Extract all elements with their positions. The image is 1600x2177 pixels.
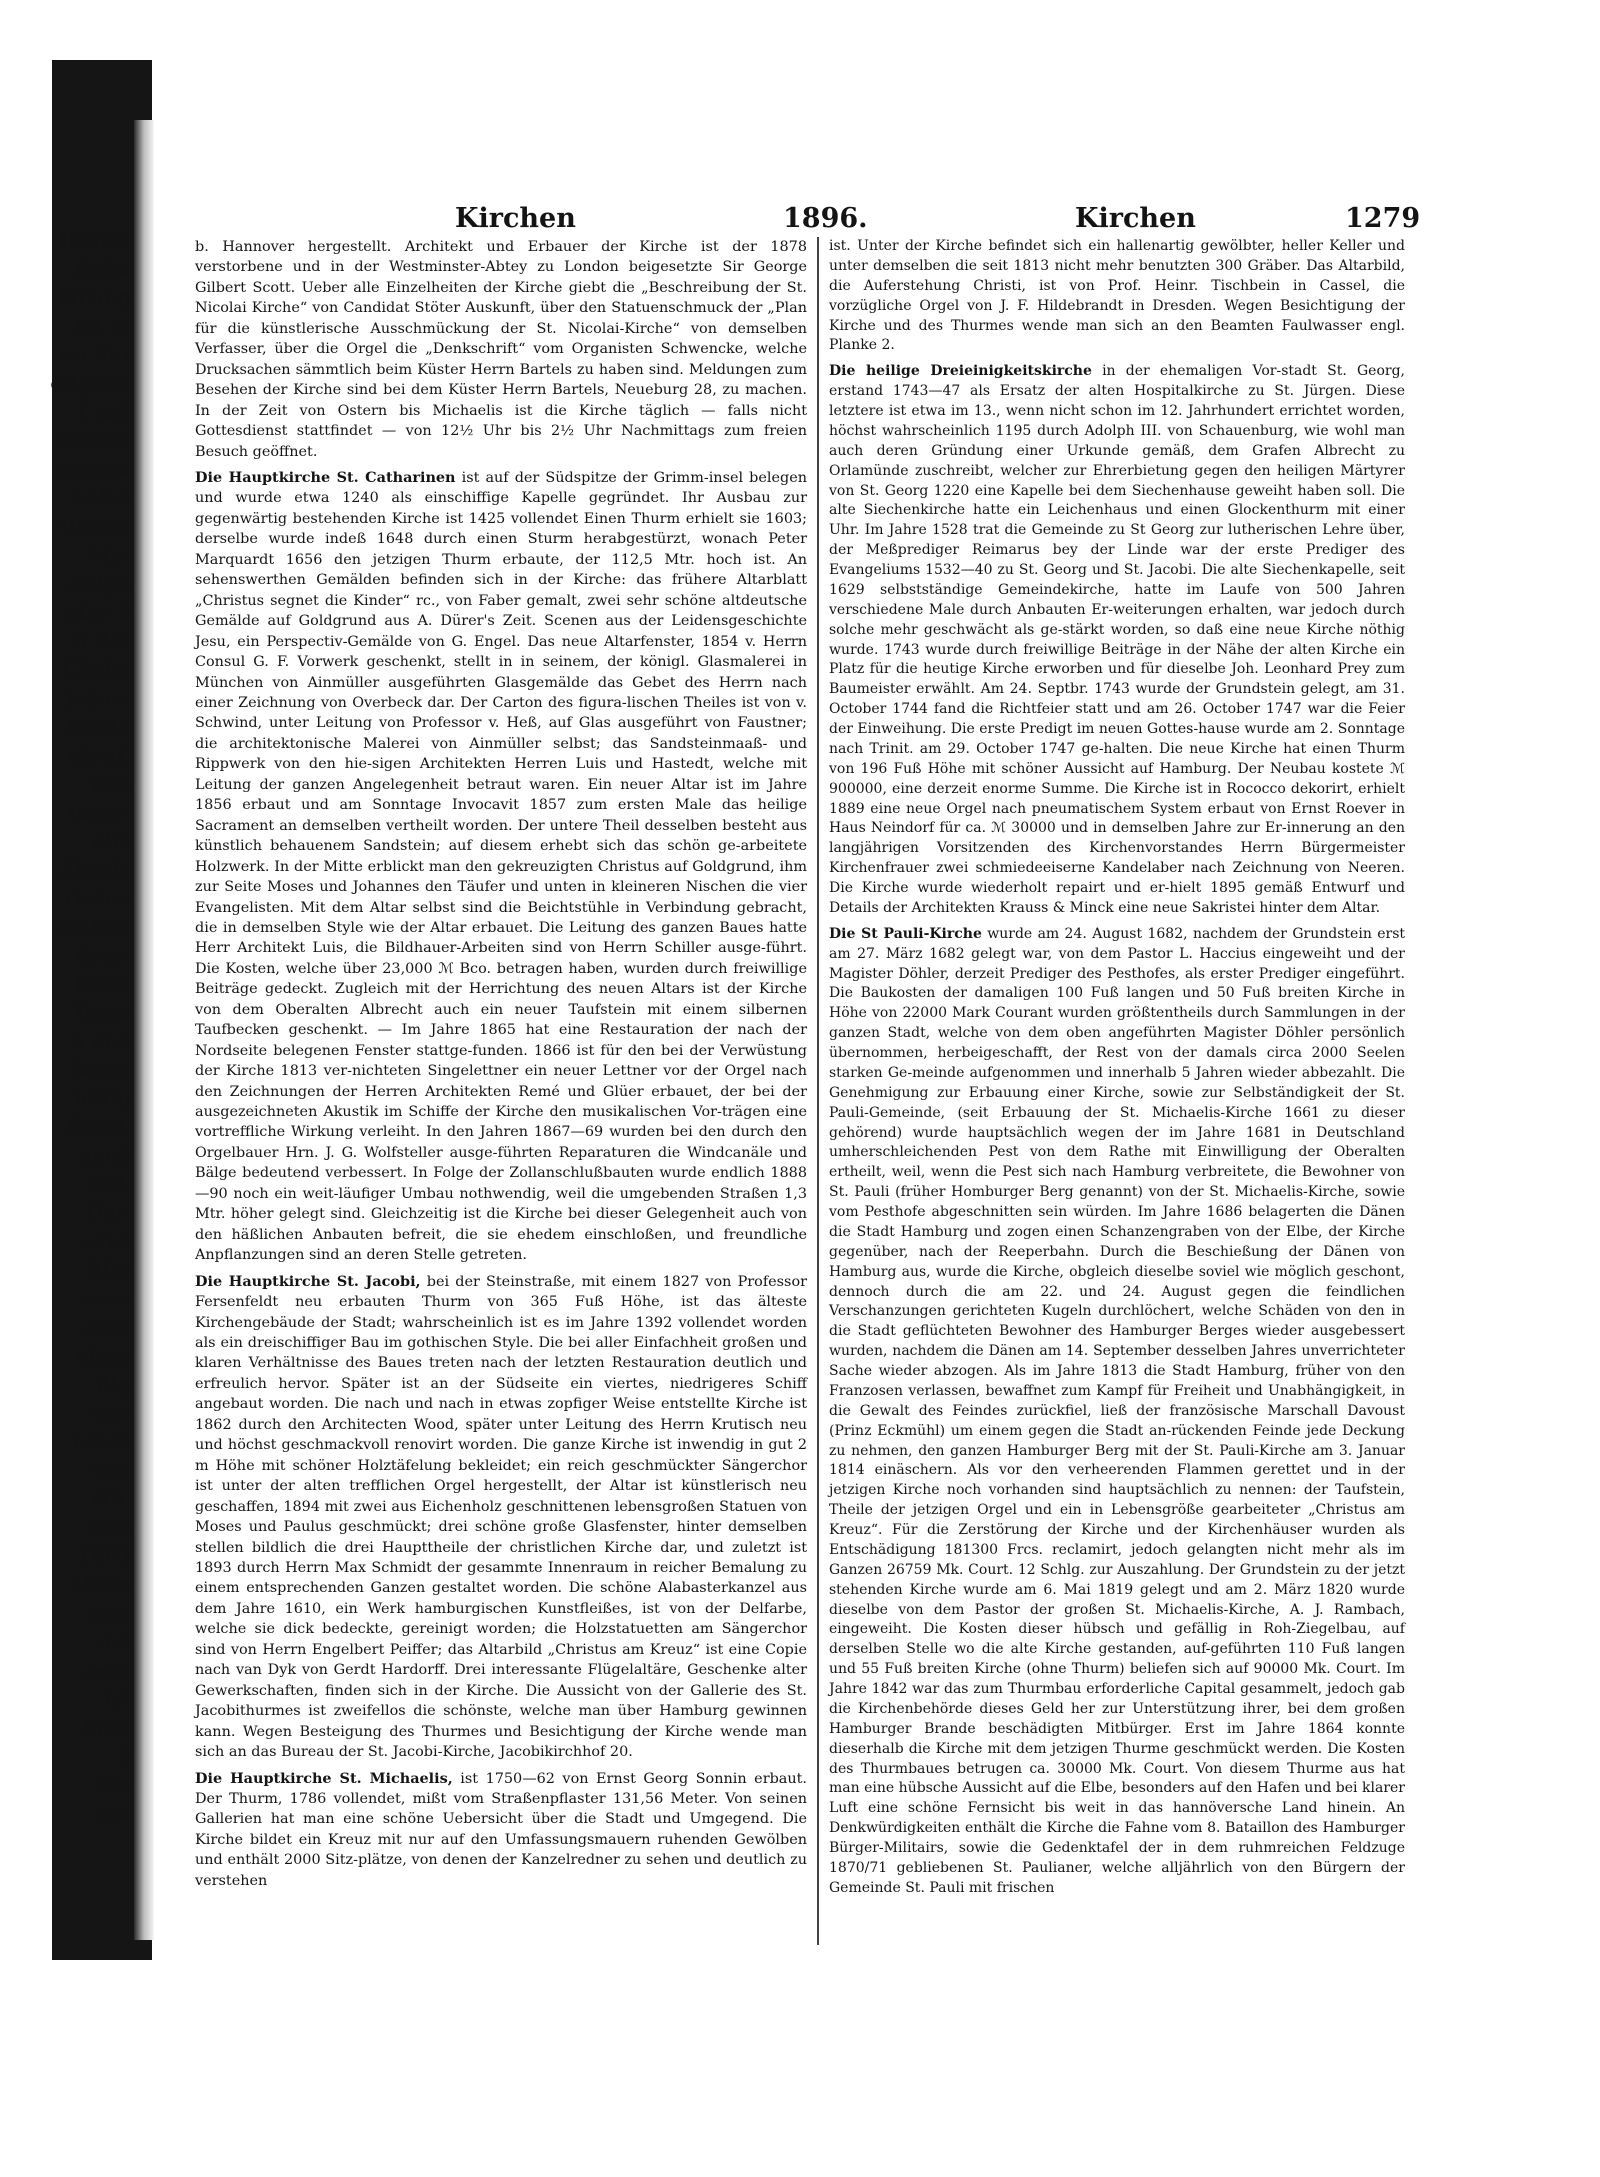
margin-fragment: ilhelm	[60, 513, 132, 538]
margin-fragment: ohe	[91, 828, 132, 853]
header-year: 1896.	[783, 203, 868, 234]
paragraph	[829, 237, 1405, 356]
margin-fragment: eine	[84, 1314, 132, 1339]
margin-fragment: h der	[73, 628, 132, 653]
paragraph-text: bei der Steinstraße, mit einem 1827 von Professor Fersenfeldt neu erbauten Thurm von 365 Fuß Höhe, ist das älteste Kirchengebäude der Stadt; wahrscheinlich ist es im Jahre 1392 vollendet worden als ein dreischiffiger Bau im gothischen Style. Die bei aller Einfachheit großen und klaren Verhältnisse des Baues treten nach der letzten Restauration deutlich und erfreulich hervor. Später ist an der Südseite ein viertes, niedrigeres Schiff angebaut worden. Die nach und nach in etwas zopfiger Weise entstellte Kirche ist 1862 durch den Architecten Wood, später unter Leitung des Herrn Krutisch neu und höchst geschmackvoll renovirt worden. Die ganze Kirche ist inwendig in gut 2 m Höhe mit schöner Holztäfelung bekleidet; ein reich geschmückter Sängerchor ist unter der alten trefflichen Orgel hergestellt, der Altar ist künstlerisch neu geschaffen, 1894 mit zwei aus Eichenholz geschnittenen lebensgroßen Statuen von Moses und Paulus geschmückt; drei schöne große Glasfenster, hinter demselben stellen bildlich die drei Haupttheile der christlichen Kirche dar, und zuletzt ist 1893 durch Herrn Max Schmidt der gesammte Innenraum in reicher Bemalung zu einem entsprechenden Ganzen gestaltet worden. Die schöne Alabasterkanzel aus dem Jahre 1610, ein Werk hamburgischen Kunstfleißes, ist von der Delfarbe, welche sie dick bedeckte, gereinigt worden; die Holzstatuetten am Sängerchor sind von Herrn Engelbert Peiffer; das Altarbild „Christus am Kreuz“ ist eine Copie nach van Dyk von Gerdt Hardorff. Drei interessante Flügelaltäre, Geschenke alter Gewerkschaften, finden sich in der Kirche. Die Aussicht von der Gallerie des St. Jacobithurmes ist zweifellos die schönste, welche man über Hamburg gewinnen kann. Wegen Besteigung des Thurmes und Besichtigung der Kirche wende man sich an das Bureau der St. Jacobi-Kirche, Jacobikirchhof 20.	[195, 1273, 807, 1761]
paragraph-heading: Die Hauptkirche St. Michaelis,	[195, 1769, 453, 1787]
paragraph-text: in der ehemaligen Vor-stadt St. Georg, erstand 1743—47 als Ersatz der alten Hospitalkirche zu St. Jürgen. Diese letztere ist etwa im 13., wenn nicht schon im 12. Jahrhundert errichtet worden, höchst wahrscheinlich 1195 durch Adolph III. von Schauenburg, wie wohl man auch deren Gründung einer Urkunde gemäß, dem Grafen Albrecht zu Orlamünde zuschreibt, welcher zur Ehrerbietung gegen den heiligen Märtyrer von St. Georg 1220 eine Kapelle bei dem Siechenhause geweiht haben soll. Die alte Siechenkirche hatte ein Leichenhaus und einen Glockenthurm mit einer Uhr. Im Jahre 1528 trat die Gemeinde zu St Georg zur lutherischen Lehre über, der Meßprediger Reimarus bey der Linde war der erste Prediger des Evangeliums 1532—40 zu St. Georg und St. Jacobi. Die alte Siechenkapelle, seit 1629 selbstständige Gemeindekirche, hatte im Laufe von 500 Jahren verschiedene Male durch Anbauten Er-weiterungen erhalten, war jedoch durch solche mehr geschwächt als ge-stärkt worden, so daß eine neue Kirche nöthig wurde. 1743 wurde durch freiwillige Beiträge in der Nähe der alten Kirche ein Platz für die heutige Kirche erworben und für dieselbe Joh. Leonhard Prey zum Baumeister erwählt. Am 24. Septbr. 1743 wurde der Grundstein gelegt, am 31. October 1744 fand die Richtfeier statt und am 26. October 1747 war die Feier der Einweihung. Die erste Predigt im neuen Gottes-hause wurde am 2. Sonntage nach Trinit. am 29. October 1747 ge-halten. Die neue Kirche hat einen Thurm von 196 Fuß Höhe mit schöner Aussicht auf Hamburg. Der Neubau kostete ℳ 900000, eine derzeit enorme Summe. Die Kirche ist in Rococco dekorirt, erhielt 1889 eine neue Orgel nach pneumatischem System erbaut von Ernst Roever in Haus Neindorf für ca. ℳ 30000 und in demselben Jahre zur Er-innerung an den langjährigen Vorsitzenden des Kirchenvorstandes Herrn Bürgermeister Kirchenfrauer zwei schmiedeeiserne Kandelaber nach Zeichnung von Neeren. Die Kirche wurde wiederholt repairt und er-hielt 1895 gemäß Entwurf und Details der Architekten Krauss & Minck eine neue Sakristei hinter dem Altar.	[829, 363, 1405, 916]
margin-fragment: dig	[96, 1371, 132, 1396]
header-left-title: Kirchen	[455, 203, 576, 234]
margin-fragment: nter 2	[64, 599, 132, 624]
margin-fragment: ligen	[75, 1000, 132, 1025]
margin-fragment: dem-	[75, 942, 132, 967]
margin-fragment: ödgane	[50, 370, 132, 395]
margin-fragment: Christ	[62, 656, 132, 681]
margin-fragment: auf-	[88, 1171, 132, 1196]
margin-fragment: lärung	[57, 285, 132, 310]
paragraph	[195, 1769, 807, 1892]
paragraph-text: ist. Unter der Kirche befindet sich ein hallenartig gewölbter, heller Keller und unter demselben die seit 1813 nicht mehr benutzten 300 Gräber. Das Altarbild, die Auferstehung Christi, ist von Prof. Heinr. Tischbein in Cassel, die vorzügliche Orgel von J. F. Hildebrandt in Dresden. Wegen Besichtigung der Kirche und des Thurmes wende man sich an den Beamten Faulwasser engl. Planke 2.	[829, 238, 1405, 354]
margin-fragment: ieder	[74, 971, 132, 996]
margin-fragment: von	[92, 1629, 132, 1654]
margin-fragment: von	[92, 1457, 132, 1482]
margin-fragment: und	[88, 1514, 132, 1539]
paragraph-text: ist auf der Südspitze der Grimm-insel belegen und wurde etwa 1240 als einschiffige Kapelle gegründet. Ihr Ausbau zur gegenwärtig bestehenden Kirche ist 1425 vollendet Einen Thurm erhielt sie 1603; derselbe wurde indeß 1648 durch einen Sturm herabgestürzt, wonach Peter Marquardt 1656 den jetzigen Thurm erbaute, der 112,5 Mtr. hoch ist. An sehenswerthen Gemälden befinden sich in der Kirche: das frühere Altarblatt „Christus segnet die Kinder“ rc., von Faber gemalt, zwei sehr schöne altdeutsche Gemälde auf Goldgrund aus A. Dürer's Zeit. Scenen aus der Leidensgeschichte Jesu, ein Perspectiv-Gemälde von G. Engel. Das neue Altarfenster, 1854 v. Herrn Consul G. F. Vorwerk geschenkt, stellt in in seinem, der königl. Glasmalerei in München von Ainmüller ausgeführten Glasgemälde das Gebet des Herrn nach einer Zeichnung von Overbeck dar. Der Carton des figura-lischen Theiles ist von v. Schwind, unter Leitung von Professor v. Heß, auf Glas ausgeführt von Faustner; die architektonische Malerei von Ainmüller selbst; das Sandsteinmaaß- und Rippwerk von den hie-sigen Architekten Herren Luis und Hastedt, welche mit Leitung der ganzen Angelegenheit betraut waren. Ein neuer Altar ist im Jahre 1856 erbaut und am Sonntage Invocavit 1857 zum ersten Male das heilige Sacrament an demselben vertheilt worden. Der untere Theil desselben besteht aus künstlich behauenem Sandstein; auf diesem erhebt sich das schön ge-arbeitete Holzwerk. In der Mitte erblickt man den gekreuzigten Christus auf Goldgrund, ihm zur Seite Moses und Johannes den Täufer und unten in kleineren Nischen die vier Evangelisten. Mit dem Altar selbst sind die Beichtstühle in Verbindung gebracht, die in demselben Style wie der Altar erbauet. Die Leitung des ganzen Baues hatte Herr Architekt Luis, die Bildhauer-Arbeiten sind von Herrn Schiller ausge-führt. Die Kosten, welche über 23,000 ℳ Bco. betragen haben, wurden durch freiwillige Beiträge gedeckt. Zugleich mit der Herrichtung des neuen Altars ist der Kirche von dem Oberalten Albrecht auch ein neuer Taufstein mit einem silbernen Taufbecken geschenkt. — Im Jahre 1865 hat eine Restauration der nach der Nordseite belegenen Fenster stattge-funden. 1866 ist für den bei der Verwüstung der Kirche 1813 ver-nichteten Singelettner ein neuer Lettner vor der Orgel nach den Zeichnungen der Herren Architekten Remé und Glüer erbauet, der bei der ausgezeichneten Akustik im Schiffe der Kirche den musikalischen Vor-trägen eine vortreffliche Wirkung verleiht. In den Jahren 1867—69 wurden bei den durch den Orgelbauer Hrn. J. G. Wolfsteller ausge-führten Reparaturen die Windcanäle und Bälge bedeutend verbessert. In Folge der Zollanschlußbauten wurde endlich 1888—90 noch ein weit-läufiger Umbau nothwendig, weil die umgebenden Straßen 1,3 Mtr. höher gelegt sind. Gleichzeitig ist die Kirche bei dieser Gelegenheit auch von den häßlichen Anbauten befreit, die sie ehedem einschloßen, und freundliche Anpflanzungen sind an deren Stelle getreten.	[195, 469, 807, 1264]
margin-fragment: 1603	[76, 1543, 132, 1568]
paragraph	[195, 468, 807, 1266]
margin-fragment: nunten	[51, 456, 132, 481]
paragraph-text: wurde am 24. August 1682, nachdem der Grundstein erst am 27. März 1682 gelegt war, von dem Pastor L. Haccius eingeweiht und der Magister Döhler, derzeit Prediger des Pesthofes, als erster Prediger eingeführt. Die Baukosten der damaligen 100 Fuß langen und 50 Fuß breiten Kirche in Höhe von 22000 Mark Courant wurden größtentheils durch Sammlungen in der ganzen Stadt, welche von dem oben angeführten Magister Döhler persönlich übernommen, herbeigeschafft, der Rest von der damals circa 2000 Seelen starken Ge-meinde aufgenommen und innerhalb 5 Jahren wieder abbezahlt. Die Genehmigung zur Erbauung einer Kirche, sowie zur Selbständigkeit der St. Pauli-Gemeinde, (seit Erbauung der St. Michaelis-Kirche 1661 zu dieser gehörend) wurde hauptsächlich wegen der im Jahre 1681 in Deutschland umherschleichenden Pest von dem Rathe mit Einwilligung der Oberalten ertheilt, weil, wenn die Pest sich nach Hamburg verbreitete, die Bewohner von St. Pauli (früher Homburger Berg genannt) von der St. Michaelis-Kirche, sowie vom Pesthofe abgeschnitten sein würden. Im Jahre 1686 belagerten die Dänen die Stadt Hamburg und zogen einen Schanzengraben von der Elbe, der Kirche gegenüber, nach der Reeperbahn. Durch die Beschießung der Dänen von Hamburg aus, wurde die Kirche, obgleich dieselbe soviel wie möglich geschont, dennoch durch die am 22. und 24. August gegen die feindlichen Verschanzungen gerichteten Kugeln durchlöchert, welche Schäden von den in die Stadt geflüchteten Bewohner des Hamburger Berges wieder ausgebessert wurden, nachdem die Dänen am 14. September desselben Jahres unverrichteter Sache wieder abzogen. Als im Jahre 1813 die Stadt Hamburg, früher von den Franzosen verlassen, bewaffnet zum Kampf für Freiheit und Unabhängigkeit, in die Gewalt des Feindes zurückfiel, ließ der französische Marschall Davoust (Prinz Eckmühl) um einem gegen die Stadt an-rückenden Feinde jede Deckung zu nehmen, den ganzen Hamburger Berg mit der St. Pauli-Kirche am 3. Januar 1814 einäschern. Als vor den verheerenden Flammen gerettet und in der jetzigen Kirche noch vorhanden sind hauptsächlich zu nennen: der Taufstein, Theile der jetzigen Orgel und ein in Lebensgröße gearbeiteter „Christus am Kreuz“. Für die Zerstörung der Kirche und der Kirchenhäuser wurden als Entschädigung 181300 Frcs. reclamirt, jedoch gelangten nicht mehr als im Ganzen 26759 Mk. Court. 12 Schlg. zur Auszahlung. Der Grundstein zu der jetzt stehenden Kirche wurde am 6. Mai 1819 gelegt und am 2. März 1820 wurde dieselbe von dem Pastor der großen St. Michaelis-Kirche, A. J. Rambach, eingeweiht. Die Kosten dieser hübsch und gefällig in Roh-Ziegelbau, auf derselben Stelle wo die alte Kirche gestanden, auf-geführten 110 Fuß langen und 55 Fuß breiten Kirche (ohne Thurm) beliefen sich auf 90000 Mk. Court. Im Jahre 1842 war das zum Thurmbau erforderliche Capital gesammelt, jedoch gab die Kirchenbehörde dieses Geld her zur Unterstützung ihrer, bei dem großen Hamburger Brande beschädigten Mitbürger. Erst im Jahre 1864 konnte dieserhalb die Kirche mit dem jetzigen Thurme geschmückt werden. Die Kosten des Thurmbaues betrugen ca. 30000 Mk. Court. Von diesem Thurme aus hat man eine hübsche Aussicht auf die Elbe, besonders auf den Hafen und bei klarer Luft eine schöne Fernsicht bis weit in das hannöversche Land hinein. An Denkwürdigkeiten enthält die Kirche die Fahne vom 8. Bataillon des Hamburger Bürger-Militairs, sowie die Gedenktafel der in dem ruhmreichen Feldzuge 1870/71 gebliebenen St. Paulianer, welche alljährlich von den Bürgern der Gemeinde St. Pauli mit frischen	[829, 925, 1406, 1896]
margin-fragment: Jesus-	[64, 685, 132, 710]
margin-fragment: Del-	[86, 1200, 132, 1225]
margin-fragment: rissen	[64, 885, 132, 910]
margin-fragment: utruf,	[68, 742, 132, 767]
margin-fragment: rth.	[90, 1486, 132, 1511]
margin-fragment: ist	[103, 1686, 132, 1711]
paragraph-heading: Die Hauptkirche St. Jacobi,	[195, 1272, 421, 1290]
margin-fragment: hristo	[65, 714, 132, 739]
margin-fragment: hätig	[73, 1085, 132, 1110]
text-column-left	[195, 237, 807, 1897]
text-column-right	[829, 237, 1405, 1905]
margin-fragment: nisse	[74, 1343, 132, 1368]
margin-fragment: aulus	[71, 485, 132, 510]
margin-fragment: f mit	[78, 399, 132, 424]
paragraph	[195, 1272, 807, 1763]
margin-fragment: Zierde	[59, 857, 132, 882]
margin-fragment: nach	[77, 1143, 132, 1167]
margin-fragment: dolph	[68, 571, 132, 596]
margin-fragment: Bild	[85, 1257, 132, 1282]
paragraph-heading: Die heilige Dreieinigkeitskirche	[829, 363, 1092, 380]
margin-fragment: den	[90, 771, 132, 796]
margin-fragment: Sohn	[75, 256, 132, 281]
margin-fragment: zwei	[83, 1285, 132, 1310]
margin-fragment: von	[92, 1772, 132, 1797]
margin-fragment: fange	[69, 1057, 132, 1082]
margin-fragment: laser-	[68, 799, 132, 824]
margin-fragment: nisch	[71, 1428, 132, 1453]
column-divider	[817, 237, 819, 1945]
margin-fragment: 8	[118, 1743, 132, 1768]
margin-fragment: ischen	[59, 914, 132, 939]
margin-fragment: Me-	[88, 542, 132, 567]
paragraph-text: b. Hannover hergestellt. Architekt und Erbauer der Kirche ist der 1878 verstorbene und in der Westminster-Abtey zu London beigesetzte Sir George Gilbert Scott. Ueber alle Einzelheiten der Kirche giebt die „Beschreibung der St. Nicolai Kirche“ von Candidat Stöter Auskunft, über den Statuenschmuck der „Plan für die künstlerische Ausschmückung der St. Nicolai-Kirche“ von demselben Verfasser, über die Orgel die „Denkschrift“ vom Organisten Schwencke, welche Drucksachen sämmtlich beim Küster Herrn Bartels zu haben sind. Meldungen zum Besehen der Kirche sind bei dem Küster Herrn Bartels, Neueburg 28, zu machen. In der Zeit von Ostern bis Michaelis ist die Kirche täglich — falls nicht Gottesdienst stattfindet — von 12½ Uhr bis 2½ Uhr Nachmittags zum freien Besuch geöffnet.	[195, 239, 807, 460]
margin-fragment: iger,	[81, 1714, 132, 1739]
margin-fragment: iors	[89, 1600, 132, 1625]
page-gutter	[134, 120, 154, 1940]
paragraph	[195, 237, 807, 462]
facing-page-fragments	[0, 226, 132, 1827]
margin-fragment: ist in	[74, 313, 132, 338]
page-number: 1279	[1345, 203, 1421, 234]
margin-fragment: ten	[95, 1800, 132, 1825]
margin-fragment: en der	[60, 342, 132, 367]
paragraph	[829, 925, 1405, 1899]
paragraph	[829, 362, 1405, 919]
margin-fragment: scus	[82, 1228, 132, 1253]
margin-fragment: n den	[69, 1028, 132, 1053]
margin-fragment: einen	[69, 1571, 132, 1596]
margin-fragment: Band,	[66, 1114, 132, 1139]
paragraph-heading: Die St Pauli-Kirche	[829, 925, 982, 942]
paragraph-heading: Die Hauptkirche St. Catharinen	[195, 468, 456, 486]
header-right-title: Kirchen	[1075, 203, 1196, 234]
margin-fragment: von	[92, 1400, 132, 1425]
margin-fragment: Heber-	[54, 428, 132, 453]
margin-fragment: Hinter	[58, 228, 132, 252]
paragraph-text: ist 1750—62 von Ernst Georg Sonnin erbaut. Der Thurm, 1786 vollendet, mißt vom Straßenpflaster 131,56 Meter. Von seinen Gallerien hat man eine schöne Uebersicht über die Stadt und Umgegend. Die Kirche bildet ein Kreuz mit nur auf den Umfassungsmauern ruhenden Gewölben und enthält 2000 Sitz-plätze, von denen der Kanzelredner zu sehen und deutlich zu verstehen	[195, 1770, 807, 1889]
margin-fragment: zwei	[83, 1657, 132, 1682]
